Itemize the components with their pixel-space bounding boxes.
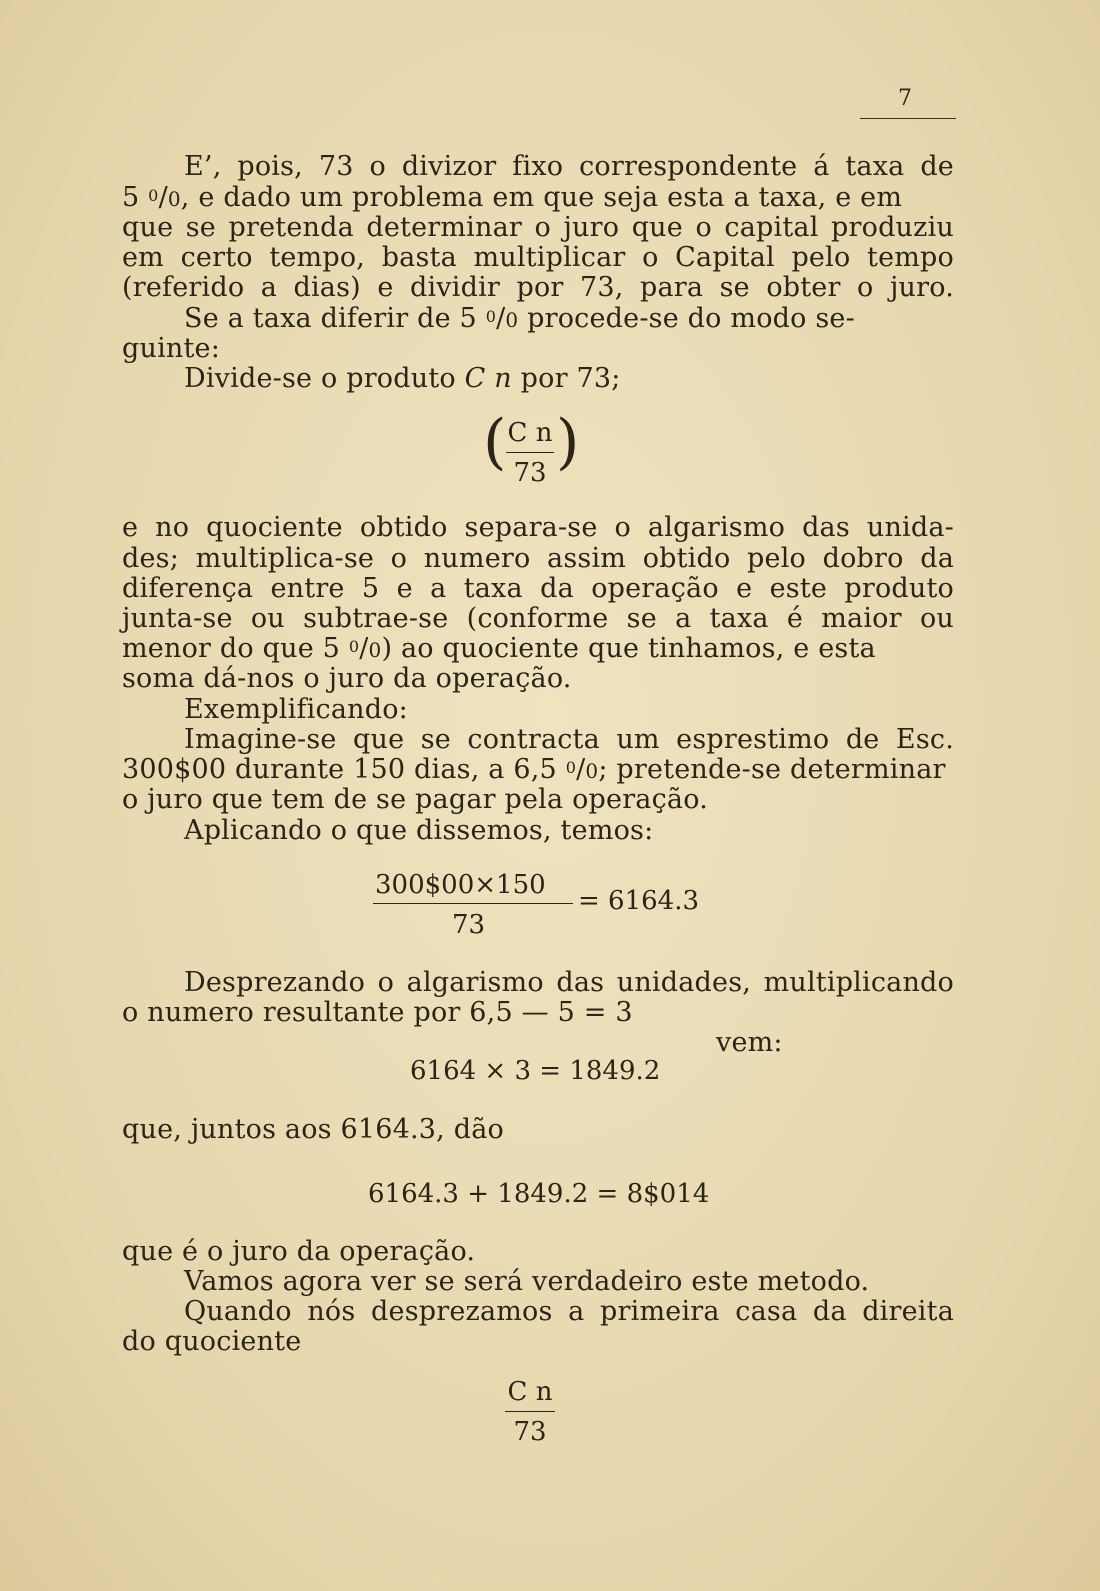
fraction-bar — [505, 1411, 555, 1412]
fraction-bar — [506, 452, 554, 453]
fraction-numerator: C n — [507, 418, 553, 448]
text-line: menor do que 5 $^0$/0) ao quociente que tinhamos, e esta — [122, 633, 876, 664]
equation-2: 6164 × 3 = 1849.2 — [410, 1056, 661, 1086]
text-line: e no quociente obtido separa-se o algarismo das unida- — [122, 512, 954, 543]
header-rule — [860, 118, 956, 119]
text-line: Quando nós desprezamos a primeira casa da direita — [184, 1296, 954, 1327]
text-line: que, juntos aos 6164.3, dão — [122, 1114, 504, 1145]
text-line: Exemplificando: — [184, 694, 408, 725]
text-line: Imagine-se que se contracta um esprestimo de Esc. — [184, 724, 954, 755]
text-line: (referido a dias) e dividir por 73, para se obter o juro. — [122, 272, 954, 303]
text-line: que se pretenda determinar o juro que o capital produziu — [122, 212, 954, 243]
fraction-denominator: 73 — [513, 1417, 547, 1447]
fraction-denominator: 73 — [513, 458, 547, 488]
fraction-numerator: C n — [507, 1377, 553, 1407]
equation-3: 6164.3 + 1849.2 = 8$014 — [368, 1179, 710, 1209]
text-line: Se a taxa diferir de 5 $^0$/0 procede-se do modo se- — [184, 303, 855, 334]
equation-fraction-bar — [373, 903, 573, 904]
text-line: Aplicando o que dissemos, temos: — [184, 815, 654, 846]
equation-numerator: 300$00×150 — [375, 870, 546, 900]
text-line: vem: — [716, 1027, 783, 1058]
text-line: guinte: — [122, 333, 221, 364]
left-paren: ( — [483, 407, 507, 477]
text-line: em certo tempo, basta multiplicar o Capital pelo tempo — [122, 242, 954, 273]
text-line: E’, pois, 73 o divizor fixo correspondente á taxa de — [184, 151, 954, 182]
text-line: o numero resultante por 6,5 — 5 = 3 — [122, 997, 633, 1028]
text-line: 5 $^0$/0, e dado um problema em que seja esta a taxa, e em — [122, 182, 903, 213]
text-line: junta-se ou subtrae-se (conforme se a taxa é maior ou — [122, 603, 954, 634]
text-line: que é o juro da operação. — [122, 1236, 476, 1267]
equation-result: = 6164.3 — [578, 886, 700, 916]
text-line: do quociente — [122, 1326, 302, 1357]
text-line: o juro que tem de se pagar pela operação. — [122, 784, 708, 815]
text-line: soma dá-nos o juro da operação. — [122, 663, 572, 694]
right-paren: ) — [556, 407, 580, 477]
text-line: Divide-se o produto C n por 73; — [184, 363, 621, 394]
text-line: diferença entre 5 e a taxa da operação e este produto — [122, 573, 954, 604]
text-line: des; multiplica-se o numero assim obtido pelo dobro da — [122, 543, 954, 574]
text-line: Vamos agora ver se será verdadeiro este metodo. — [184, 1266, 870, 1297]
equation-denominator: 73 — [452, 910, 486, 940]
page-number: 7 — [898, 86, 912, 111]
text-line: 300$00 durante 150 dias, a 6,5 $^0$/0; pretende-se determinar — [122, 754, 946, 785]
text-line: Desprezando o algarismo das unidades, multiplicando — [184, 967, 954, 998]
